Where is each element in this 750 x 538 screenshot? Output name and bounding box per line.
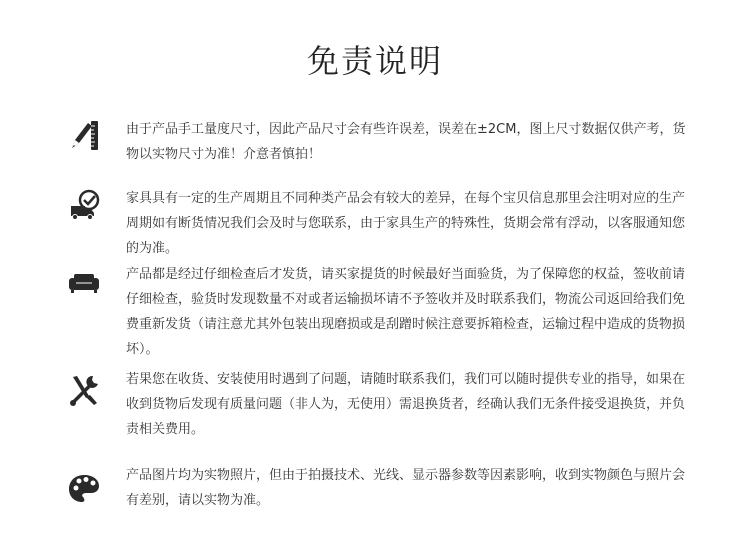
palette-icon: [66, 471, 102, 507]
disclaimer-text: 若果您在收货、安装使用时遇到了问题，请随时联系我们，我们可以随时提供专业的指导，如果在收到货物后发现有质量问题（非人为，无使用）需退换货者，经确认我们无条件接受退换货，并负责相关费用。: [126, 372, 686, 437]
pen-ruler-icon: [66, 118, 102, 154]
disclaimer-text: 家具具有一定的生产周期且不同种类产品会有较大的差异，在每个宝贝信息那里会注明对应的生产周期如有断货情况我们会及时与您联系，由于家具生产的特殊性，货期会常有浮动，以客服通知您的为准。: [126, 191, 686, 256]
disclaimer-text: 产品都是经过仔细检查后才发货，请买家提货的时候最好当面验货，为了保障您的权益，签收前请仔细检查，验货时发现数量不对或者运输损坏请不予签收并及时联系我们，物流公司返回给我们免费重新发货（请注意尤其外包装出现磨损或是刮蹭时候注意要拆箱检查，运输过程中造成的货物损坏）。: [126, 267, 686, 357]
disclaimer-text: 由于产品手工量度尺寸，因此产品尺寸会有些许误差，误差在±2CM，图上尺寸数据仅供产考，货物以实物尺寸为准！介意者慎拍！: [126, 122, 686, 162]
wrench-screwdriver-icon: [66, 372, 102, 408]
page-title: 免责说明: [306, 42, 443, 80]
disclaimer-text: 产品图片均为实物照片，但由于拍摄技术、光线、显示器参数等因素影响，收到实物颜色与照片会有差别，请以实物为准。: [126, 468, 686, 508]
delivery-truck-check-icon: [66, 188, 102, 224]
sofa-icon: [66, 264, 102, 300]
